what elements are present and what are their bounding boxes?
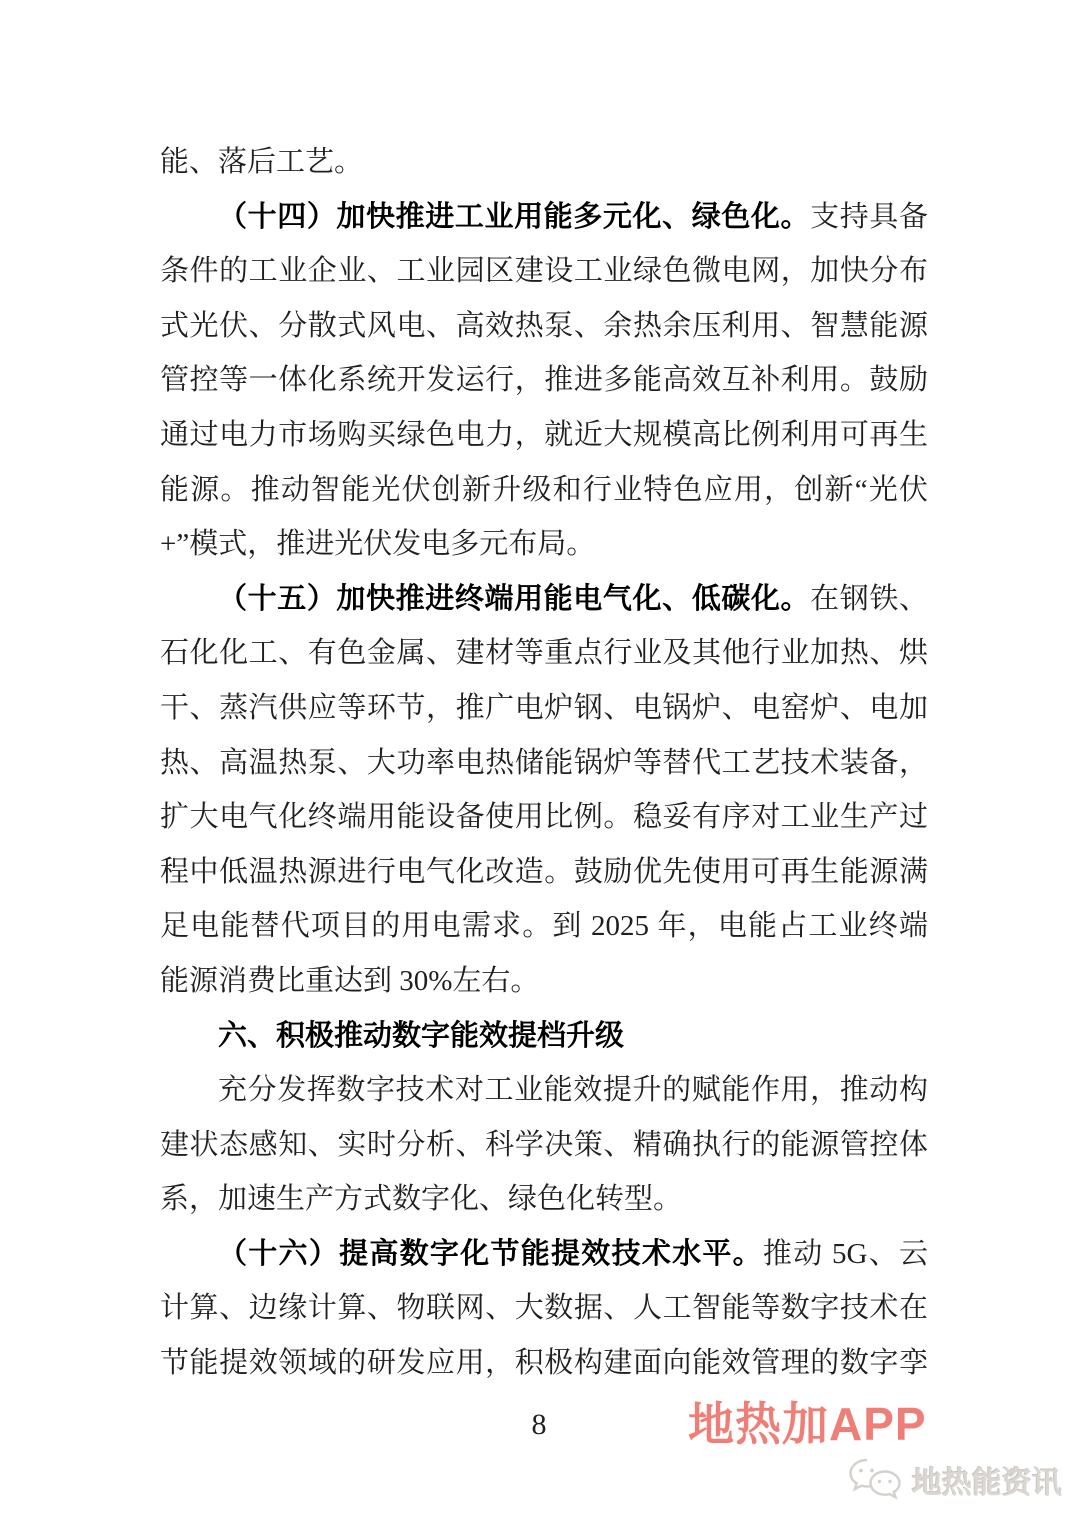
body-text-line: +”模式，推进光伏发电多元布局。 (160, 528, 596, 561)
bold-lead-text: （十六）提高数字化节能提效技术水平。 (218, 1237, 763, 1270)
body-text-line: 热、高温热泵、大功率电热储能锅炉等替代工艺技术装备， (160, 746, 928, 779)
body-text-line: 节能提效领域的研发应用，积极构建面向能效管理的数字孪 (160, 1347, 928, 1380)
wechat-icon (848, 1458, 904, 1502)
document-body (160, 135, 928, 1391)
body-text-line: 扩大电气化终端用能设备使用比例。稳妥有序对工业生产过 (160, 801, 928, 834)
bold-lead-text: 六、积极推动数字能效提档升级 (218, 1019, 625, 1052)
body-text-line: 能源。推动智能光伏创新升级和行业特色应用，创新“光伏 (160, 473, 928, 506)
section-heading (160, 1009, 928, 1064)
body-text-line: 建状态感知、实时分析、科学决策、精确执行的能源管控体 (160, 1128, 928, 1161)
watermark-channel-label: 地热能资讯 (912, 1467, 1062, 1500)
page-number: 8 (531, 1408, 547, 1441)
watermark-app-badge: 地热加APP (688, 1398, 927, 1450)
body-text-line: （十五）加快推进终端用能电气化、低碳化。在钢铁、 (218, 582, 928, 615)
bold-lead-text: （十四）加快推进工业用能多元化、绿色化。 (218, 200, 811, 233)
body-text-line: 计算、边缘计算、物联网、大数据、人工智能等数字技术在 (160, 1292, 928, 1325)
body-text-line: 管控等一体化系统开发运行，推进多能高效互补利用。鼓励 (160, 364, 928, 397)
watermark-channel-badge (848, 1458, 1062, 1502)
body-text-line: 能源消费比重达到 30%左右。 (160, 964, 540, 997)
body-text-line: （十六）提高数字化节能提效技术水平。推动 5G、云 (218, 1237, 928, 1270)
bold-lead-text: （十五）加快推进终端用能电气化、低碳化。 (218, 582, 811, 615)
body-text-line: 充分发挥数字技术对工业能效提升的赋能作用，推动构 (218, 1074, 928, 1107)
body-text-line: 足电能替代项目的用电需求。到 2025 年，电能占工业终端 (160, 910, 928, 943)
body-text-line: 程中低温热源进行电气化改造。鼓励优先使用可再生能源满 (160, 855, 928, 888)
body-text-line: 石化化工、有色金属、建材等重点行业及其他行业加热、烘 (160, 637, 928, 670)
body-text-line: 条件的工业企业、工业园区建设工业绿色微电网，加快分布 (160, 255, 928, 288)
body-text-line: 干、蒸汽供应等环节，推广电炉钢、电锅炉、电窑炉、电加 (160, 691, 928, 724)
body-text-line: 式光伏、分散式风电、高效热泵、余热余压利用、智慧能源 (160, 309, 928, 342)
body-text-line: 通过电力市场购买绿色电力，就近大规模高比例利用可再生 (160, 418, 928, 451)
body-text-line: 系，加速生产方式数字化、绿色化转型。 (160, 1183, 683, 1216)
body-text-line: （十四）加快推进工业用能多元化、绿色化。支持具备 (218, 200, 928, 233)
body-text-line: 能、落后工艺。 (160, 146, 364, 178)
